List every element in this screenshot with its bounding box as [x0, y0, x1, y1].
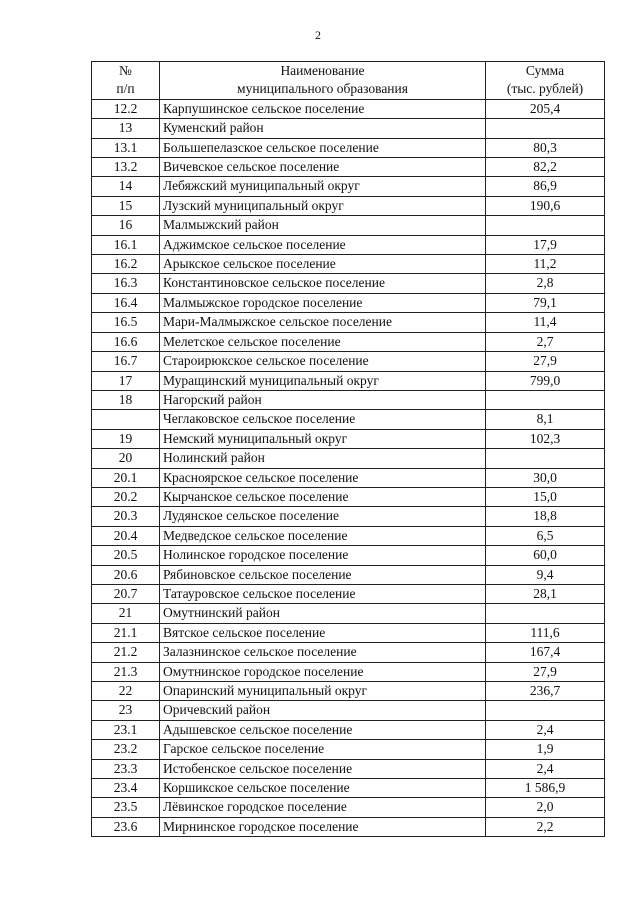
row-number: 14: [92, 177, 160, 196]
header-sum: [486, 62, 605, 100]
row-municipality-name: Староирюкское сельское поселение: [160, 352, 486, 371]
row-sum: [486, 604, 605, 623]
table-row: [92, 623, 605, 642]
table-row: [92, 720, 605, 739]
row-number: 16: [92, 216, 160, 235]
row-municipality-name: Нагорский район: [160, 390, 486, 409]
row-number: 23.3: [92, 759, 160, 778]
row-sum: 11,4: [486, 313, 605, 332]
table-row: [92, 759, 605, 778]
row-sum: 27,9: [486, 352, 605, 371]
table-row: [92, 546, 605, 565]
row-municipality-name: Малмыжское городское поселение: [160, 293, 486, 312]
row-municipality-name: Чеглаковское сельское поселение: [160, 410, 486, 429]
row-municipality-name: Большепелазское сельское поселение: [160, 138, 486, 157]
table-row: [92, 817, 605, 836]
row-sum: [486, 701, 605, 720]
row-municipality-name: Адышевское сельское поселение: [160, 720, 486, 739]
row-municipality-name: Константиновское сельское поселение: [160, 274, 486, 293]
table-row: [92, 740, 605, 759]
table-row: [92, 235, 605, 254]
row-municipality-name: Красноярское сельское поселение: [160, 468, 486, 487]
row-sum: 27,9: [486, 662, 605, 681]
table-row: [92, 352, 605, 371]
row-number: 20.4: [92, 526, 160, 545]
row-sum: 2,4: [486, 720, 605, 739]
table-header: [92, 62, 605, 100]
row-municipality-name: Вичевское сельское поселение: [160, 158, 486, 177]
row-number: 16.2: [92, 255, 160, 274]
row-number: 16.3: [92, 274, 160, 293]
row-municipality-name: Нолинское городское поселение: [160, 546, 486, 565]
table-row: [92, 332, 605, 351]
row-municipality-name: Аджимское сельское поселение: [160, 235, 486, 254]
row-number: 20.6: [92, 565, 160, 584]
row-number: 21: [92, 604, 160, 623]
row-sum: [486, 449, 605, 468]
header-number: [92, 62, 160, 100]
row-sum: 82,2: [486, 158, 605, 177]
row-municipality-name: Малмыжский район: [160, 216, 486, 235]
row-number: 16.7: [92, 352, 160, 371]
table-row: [92, 196, 605, 215]
table-row: [92, 779, 605, 798]
row-number: 20.3: [92, 507, 160, 526]
row-number: 13.2: [92, 158, 160, 177]
row-number: 16.4: [92, 293, 160, 312]
row-municipality-name: Нолинский район: [160, 449, 486, 468]
row-number: 23.6: [92, 817, 160, 836]
row-municipality-name: Муращинский муниципальный округ: [160, 371, 486, 390]
table-row: [92, 216, 605, 235]
header-number-line1: №: [119, 63, 132, 78]
table-row: [92, 468, 605, 487]
row-sum: 17,9: [486, 235, 605, 254]
table-body: [92, 99, 605, 836]
row-sum: 2,0: [486, 798, 605, 817]
row-sum: 2,2: [486, 817, 605, 836]
row-number: 20.1: [92, 468, 160, 487]
table-row: [92, 526, 605, 545]
row-number: 23.1: [92, 720, 160, 739]
row-number: 23: [92, 701, 160, 720]
row-sum: 15,0: [486, 487, 605, 506]
row-number: 16.1: [92, 235, 160, 254]
table-row: [92, 643, 605, 662]
row-number: 20: [92, 449, 160, 468]
row-sum: 86,9: [486, 177, 605, 196]
row-number: 23.2: [92, 740, 160, 759]
row-sum: [486, 390, 605, 409]
row-municipality-name: Арыкское сельское поселение: [160, 255, 486, 274]
row-sum: 30,0: [486, 468, 605, 487]
row-number: 23.5: [92, 798, 160, 817]
header-sum-line2: (тыс. рублей): [506, 81, 584, 97]
row-municipality-name: Карпушинское сельское поселение: [160, 99, 486, 118]
row-sum: 80,3: [486, 138, 605, 157]
row-municipality-name: Лузский муниципальный округ: [160, 196, 486, 215]
row-number: 21.3: [92, 662, 160, 681]
row-municipality-name: Опаринский муниципальный округ: [160, 682, 486, 701]
row-number: 16.6: [92, 332, 160, 351]
row-number: 15: [92, 196, 160, 215]
row-sum: 2,4: [486, 759, 605, 778]
table-row: [92, 798, 605, 817]
row-sum: 1 586,9: [486, 779, 605, 798]
header-sum-line1: Сумма: [525, 63, 565, 78]
row-sum: 102,3: [486, 429, 605, 448]
table-row: [92, 410, 605, 429]
table-row: [92, 371, 605, 390]
row-number: 18: [92, 390, 160, 409]
table-row: [92, 138, 605, 157]
header-name-line2: муниципального образования: [237, 81, 408, 97]
row-municipality-name: Лудянское сельское поселение: [160, 507, 486, 526]
table-row: [92, 604, 605, 623]
header-number-line2: п/п: [116, 81, 135, 97]
row-sum: 11,2: [486, 255, 605, 274]
row-sum: 28,1: [486, 584, 605, 603]
row-municipality-name: Мирнинское городское поселение: [160, 817, 486, 836]
table-row: [92, 429, 605, 448]
row-municipality-name: Лёвинское городское поселение: [160, 798, 486, 817]
row-number: 21.1: [92, 623, 160, 642]
table-row: [92, 119, 605, 138]
row-municipality-name: Медведское сельское поселение: [160, 526, 486, 545]
row-number: 20.5: [92, 546, 160, 565]
row-number: 21.2: [92, 643, 160, 662]
table-row: [92, 390, 605, 409]
row-number: [92, 410, 160, 429]
row-sum: 205,4: [486, 99, 605, 118]
table-row: [92, 565, 605, 584]
row-sum: 18,8: [486, 507, 605, 526]
row-municipality-name: Омутнинское городское поселение: [160, 662, 486, 681]
row-sum: 1,9: [486, 740, 605, 759]
row-municipality-name: Кырчанское сельское поселение: [160, 487, 486, 506]
table-row: [92, 313, 605, 332]
page-number: 2: [315, 28, 321, 42]
row-sum: 236,7: [486, 682, 605, 701]
header-row: [92, 62, 605, 100]
table-row: [92, 507, 605, 526]
row-number: 16.5: [92, 313, 160, 332]
row-municipality-name: Омутнинский район: [160, 604, 486, 623]
row-municipality-name: Лебяжский муниципальный округ: [160, 177, 486, 196]
row-municipality-name: Татауровское сельское поселение: [160, 584, 486, 603]
table-row: [92, 255, 605, 274]
row-municipality-name: Немский муниципальный округ: [160, 429, 486, 448]
row-municipality-name: Коршикское сельское поселение: [160, 779, 486, 798]
table-row: [92, 487, 605, 506]
table-row: [92, 701, 605, 720]
row-number: 19: [92, 429, 160, 448]
row-sum: 111,6: [486, 623, 605, 642]
row-municipality-name: Вятское сельское поселение: [160, 623, 486, 642]
row-number: 20.2: [92, 487, 160, 506]
table-row: [92, 584, 605, 603]
row-number: 20.7: [92, 584, 160, 603]
row-sum: 8,1: [486, 410, 605, 429]
row-sum: 190,6: [486, 196, 605, 215]
table-row: [92, 99, 605, 118]
row-sum: [486, 119, 605, 138]
row-municipality-name: Оричевский район: [160, 701, 486, 720]
row-number: 23.4: [92, 779, 160, 798]
row-sum: 167,4: [486, 643, 605, 662]
row-number: 13.1: [92, 138, 160, 157]
row-number: 12.2: [92, 99, 160, 118]
row-municipality-name: Гарское сельское поселение: [160, 740, 486, 759]
header-name: [160, 62, 486, 100]
row-municipality-name: Мелетское сельское поселение: [160, 332, 486, 351]
row-sum: 60,0: [486, 546, 605, 565]
row-sum: 2,7: [486, 332, 605, 351]
row-sum: 2,8: [486, 274, 605, 293]
table-row: [92, 177, 605, 196]
row-number: 13: [92, 119, 160, 138]
row-municipality-name: Куменский район: [160, 119, 486, 138]
table-row: [92, 449, 605, 468]
row-municipality-name: Залазнинское сельское поселение: [160, 643, 486, 662]
row-sum: [486, 216, 605, 235]
row-sum: 799,0: [486, 371, 605, 390]
row-municipality-name: Мари-Малмыжское сельское поселение: [160, 313, 486, 332]
row-sum: 79,1: [486, 293, 605, 312]
table-row: [92, 158, 605, 177]
row-number: 22: [92, 682, 160, 701]
row-municipality-name: Истобенское сельское поселение: [160, 759, 486, 778]
table-row: [92, 274, 605, 293]
table-row: [92, 662, 605, 681]
row-municipality-name: Рябиновское сельское поселение: [160, 565, 486, 584]
table-row: [92, 293, 605, 312]
row-number: 17: [92, 371, 160, 390]
header-name-line1: Наименование: [280, 63, 365, 78]
table-row: [92, 682, 605, 701]
row-sum: 9,4: [486, 565, 605, 584]
budget-table: [91, 61, 605, 837]
row-sum: 6,5: [486, 526, 605, 545]
